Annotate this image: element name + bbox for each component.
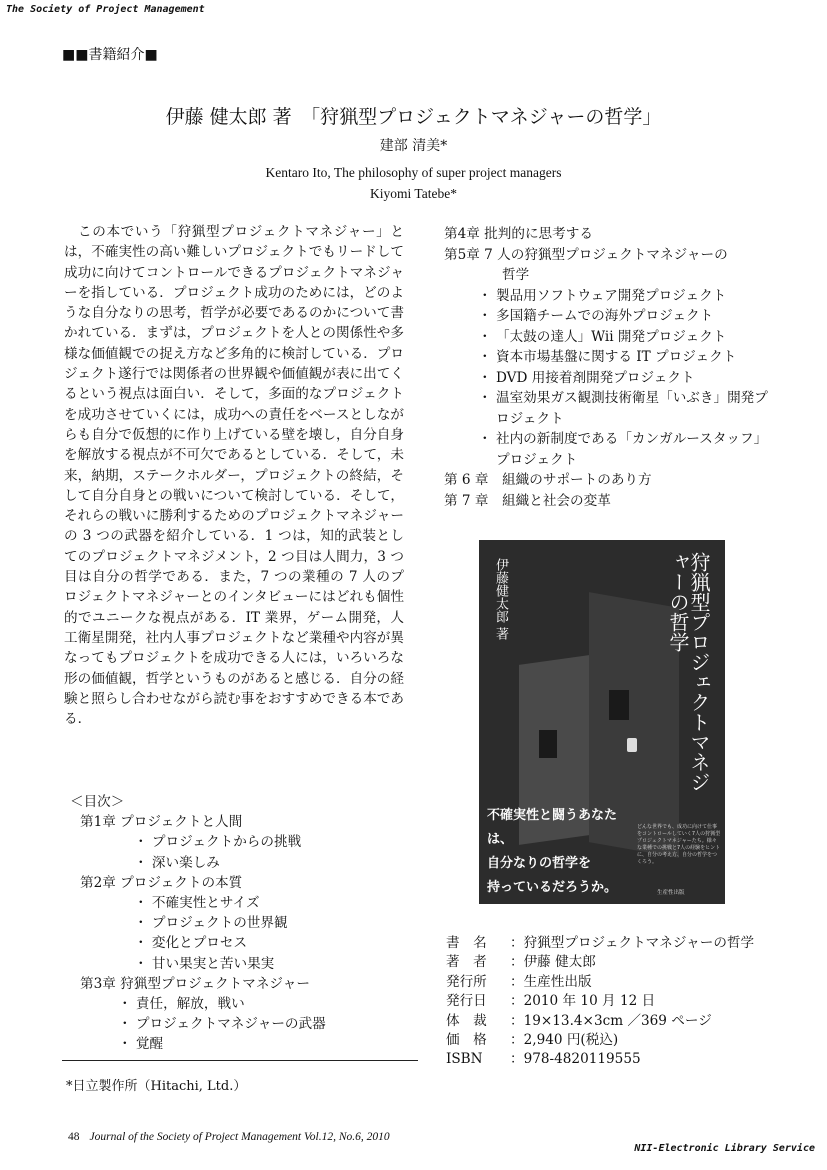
article-author-ja: 建部 清美*	[379, 138, 448, 154]
bullet: ・	[478, 287, 492, 304]
toc-item-label: 「太鼓の達人」Wii 開発プロジェクト	[496, 328, 727, 345]
cover-tagline	[479, 804, 633, 900]
toc-chapter-7: 第 7 章 組織と社会の変革	[444, 492, 611, 509]
review-body	[64, 222, 404, 729]
toc-chapter-6: 第 6 章 組織のサポートのあり方	[444, 472, 652, 488]
book-info-row	[446, 973, 754, 992]
toc-item	[444, 327, 774, 348]
book-info-row	[446, 1012, 754, 1031]
book-info-value: ：狩猟型プロジェクトマネジャーの哲学	[510, 935, 755, 951]
bullet: ・	[134, 854, 148, 871]
toc-item-label: 不確実性とサイズ	[151, 895, 260, 912]
book-info-value: ：2010 年 10 月 12 日	[510, 993, 656, 1010]
toc-left	[64, 792, 409, 1055]
toc-item	[64, 954, 409, 974]
toc-chapter-5-cont: 哲学	[502, 267, 530, 283]
book-info-value: ：2,940 円(税込)	[510, 1032, 619, 1049]
cover-title: 狩猟型プロジェクトマネジャーの哲学	[666, 552, 711, 792]
book-info-value: ：19×13.4×3cm ／369 ページ	[510, 1012, 712, 1029]
cover-blurb: どんな世界でも、成功に向けて仕事をコントロールしていく7人の狩猟型プロジェクトマネジャーたち。様々な業種での挑戦と7人の経験をヒントに、自分の考え方、自分の哲学をつくろう。	[637, 824, 721, 865]
bullet: ・	[478, 349, 492, 365]
book-info-row	[446, 992, 754, 1011]
article-title-ja: 伊藤 健太郎 著 「狩猟型プロジェクトマネジャーの哲学」	[165, 106, 662, 128]
book-info-label: 価 格	[446, 1032, 487, 1049]
bullet: ・	[478, 390, 492, 406]
bullet: ・	[134, 915, 148, 932]
toc-right	[444, 224, 774, 511]
cover-window	[539, 730, 557, 758]
toc-item-label: 変化とプロセス	[151, 935, 248, 952]
book-info-row	[446, 934, 754, 953]
footnote: *日立製作所（Hitachi, Ltd.）	[66, 1079, 247, 1094]
toc-item-label: 資本市場基盤に関する IT プロジェクト	[496, 349, 737, 365]
toc-item	[64, 913, 409, 933]
toc-item-label: プロジェクトの世界観	[151, 915, 288, 932]
toc-item	[64, 1014, 409, 1034]
cover-window	[609, 690, 629, 720]
book-cover-image	[479, 540, 725, 904]
bullet: ・	[118, 1036, 132, 1053]
bullet: ・	[134, 935, 148, 952]
footnote-divider	[62, 1060, 418, 1061]
toc-chapter-2: 第2章 プロジェクトの本質	[80, 874, 243, 891]
toc-item	[444, 306, 774, 327]
toc-item-label: 多国籍チームでの海外プロジェクト	[496, 308, 714, 324]
page-footer	[68, 1131, 390, 1143]
cover-author: 伊藤健太郎 著	[493, 558, 508, 641]
toc-chapter-1: 第1章 プロジェクトと人間	[80, 814, 243, 831]
toc-item	[444, 286, 774, 307]
toc-item	[444, 388, 774, 429]
bullet: ・	[478, 369, 492, 386]
toc-chapter-3: 第3章 狩猟型プロジェクトマネジャー	[80, 975, 310, 992]
article-author-en: Kiyomi Tatebe*	[370, 186, 457, 201]
toc-item	[444, 368, 774, 389]
street-lamp-icon	[627, 738, 637, 752]
cover-tagline-line: 不確実性と闘うあなたは、	[487, 808, 618, 847]
toc-item	[64, 832, 409, 852]
bullet: ・	[134, 895, 148, 912]
book-info-row	[446, 953, 754, 972]
toc-chapter-4: 第4章 批判的に思考する	[444, 226, 593, 242]
toc-item	[444, 347, 774, 368]
journal-citation: Journal of the Society of Project Management Vol.12, No.6, 2010	[89, 1131, 390, 1143]
toc-chapter-5: 第5章 7 人の狩猟型プロジェクトマネジャーの	[444, 246, 728, 263]
page-number: 48	[68, 1131, 80, 1143]
toc-item-label: 温室効果ガス観測技術衛星「いぶき」開発プロジェクト	[496, 390, 768, 427]
toc-heading: ＜目次＞	[70, 794, 125, 810]
toc-item-label: DVD 用接着剤開発プロジェクト	[496, 369, 695, 386]
toc-item-label: 製品用ソフトウェア開発プロジェクト	[496, 287, 727, 304]
section-label: ■■書籍紹介■	[62, 47, 158, 63]
book-info-label: 発行所	[446, 973, 487, 990]
toc-item-label: プロジェクトマネジャーの武器	[135, 1016, 326, 1033]
toc-item	[64, 994, 409, 1014]
bullet: ・	[118, 996, 132, 1013]
book-info-label: 発行日	[446, 993, 487, 1010]
toc-item-label: 社内の新制度である「カンガルースタッフ」プロジェクト	[496, 431, 768, 468]
book-info	[446, 934, 754, 1070]
toc-item	[444, 429, 774, 470]
book-info-label: 著 者	[446, 954, 487, 971]
book-info-label: 体 裁	[446, 1012, 487, 1029]
toc-item-label: 覚醒	[135, 1036, 164, 1053]
book-info-value: ：伊藤 健太郎	[510, 954, 596, 971]
toc-item-label: プロジェクトからの挑戦	[151, 834, 302, 851]
bullet: ・	[478, 308, 492, 324]
toc-item-label: 甘い果実と苦い果実	[151, 955, 275, 972]
cover-tagline-line: 持っているだろうか。	[487, 880, 618, 895]
bullet: ・	[478, 328, 492, 345]
bullet: ・	[118, 1016, 132, 1033]
bullet: ・	[134, 834, 148, 851]
bullet: ・	[478, 431, 492, 447]
toc-item	[64, 933, 409, 953]
book-info-value: ：978-4820119555	[510, 1051, 641, 1068]
book-info-row	[446, 1031, 754, 1050]
toc-item	[64, 853, 409, 873]
toc-item-label: 責任，解放，戦い	[135, 996, 245, 1013]
bullet: ・	[134, 955, 148, 972]
toc-item	[64, 893, 409, 913]
article-title-en: Kentaro Ito, The philosophy of super project managers	[265, 165, 562, 180]
nii-footer: NII-Electronic Library Service	[634, 1143, 815, 1154]
cover-publisher: 生産性出版	[657, 890, 685, 896]
cover-tagline-line: 自分なりの哲学を	[487, 856, 592, 871]
book-info-label: ISBN	[446, 1051, 483, 1068]
society-header: The Society of Project Management	[6, 4, 205, 15]
toc-item-label: 深い楽しみ	[151, 854, 220, 871]
toc-item	[64, 1034, 409, 1054]
book-info-value: ：生産性出版	[510, 973, 592, 990]
book-info-row	[446, 1050, 754, 1069]
book-info-label: 書 名	[446, 935, 487, 951]
review-text: この本でいう「狩猟型プロジェクトマネジャー」とは，不確実性の高い難しいプロジェクトでもリードして成功に向けてコントロールできるプロジェクトマネジャーを指している．プロジェクト成功のためには，どのような自分なりの思考，哲学が必要であるのかについて書かれている．まずは，プロジェクトを人との関係性や多様な価値観での捉え方など多角的に検討している．プロジェクト遂行では関係者の世界観や価値観が表に出てくるという視点は面白い．そして，多面的なプロジェクトを成功させていくには，成功への責任をベースとしながらも自分で仮想的に作り上げている壁を壊し，自分自身を解放する視点が不可欠であるとしている．そして，未来，納期，ステークホルダー，プロジェクトの終結，そして自分自身との戦いについて検討している．そして，それらの戦いに勝利するためのプロジェクトマネジャーの 3 つの武器を紹介している．1 つは，知的武装としてのプロジェクトマネジメント，2 つ目は人間力，3 つ目は自分の哲学である．また，7 つの業種の 7 人のプロジェクトマネジャーとのインタビューにはどれも個性的でユニークな視点がある．IT 業界，ゲーム開発，人工衛星開発，社内人事プロジェクトなど業種や内容が異なってもプロジェクトを成功できる人には，いろいろな形の価値観，哲学というものがあると感じる．自分の経験と照らし合わせながら読む事をおすすめできる本である．	[64, 224, 404, 728]
